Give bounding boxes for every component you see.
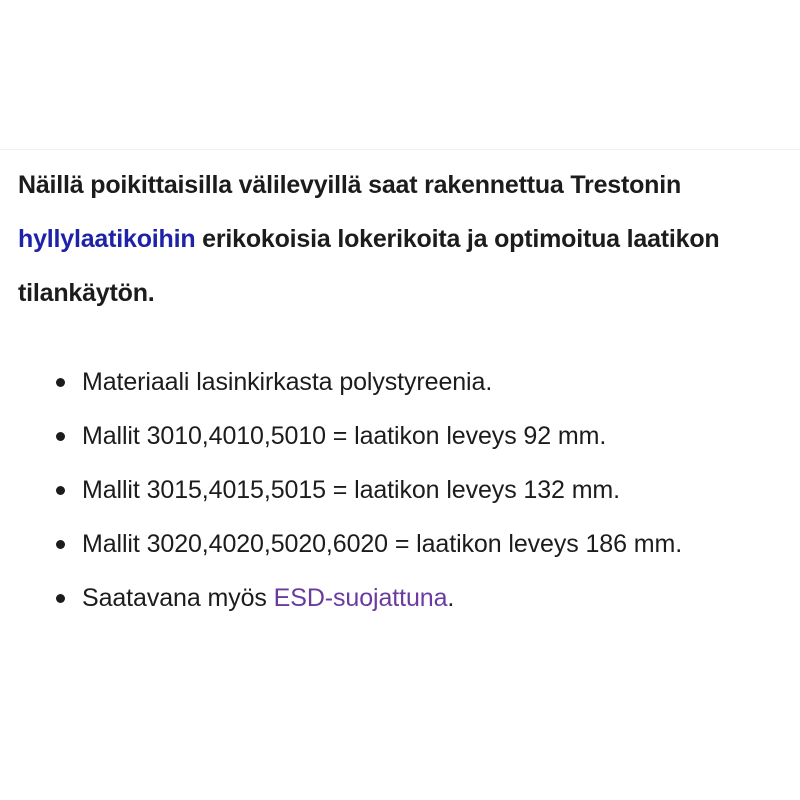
hyllylaatikot-link[interactable]: hyllylaatikoihin xyxy=(18,225,196,253)
list-item-text: Mallit 3020,4020,5020,6020 = laatikon leveys 186 mm. xyxy=(82,530,683,558)
intro-text-before: Näillä poikittaisilla välilevyillä saat rakennettua Trestonin xyxy=(18,171,682,199)
list-item xyxy=(54,409,682,463)
list-item-suffix: . xyxy=(447,584,455,612)
list-item xyxy=(54,355,682,409)
top-divider xyxy=(0,149,800,150)
feature-list xyxy=(54,355,682,625)
list-item-text: Materiaali lasinkirkasta polystyreenia. xyxy=(82,368,493,396)
list-item-text: Mallit 3015,4015,5015 = laatikon leveys 132 mm. xyxy=(82,476,620,504)
list-item xyxy=(54,571,682,625)
intro-paragraph xyxy=(18,158,788,320)
bullet-icon xyxy=(56,378,65,387)
intro-text-after: erikokoisia lokerikoita ja optimoitua laatikon tilankäytön. xyxy=(18,225,720,307)
bullet-icon xyxy=(56,540,65,549)
list-item-prefix: Saatavana myös xyxy=(82,584,274,612)
list-item xyxy=(54,517,682,571)
product-description xyxy=(18,158,788,612)
esd-link[interactable]: ESD-suojattuna xyxy=(273,584,448,612)
bullet-icon xyxy=(56,594,65,603)
bullet-icon xyxy=(56,432,65,441)
list-item-text: Mallit 3010,4010,5010 = laatikon leveys 92 mm. xyxy=(82,422,607,450)
list-item xyxy=(54,463,682,517)
bullet-icon xyxy=(56,486,65,495)
